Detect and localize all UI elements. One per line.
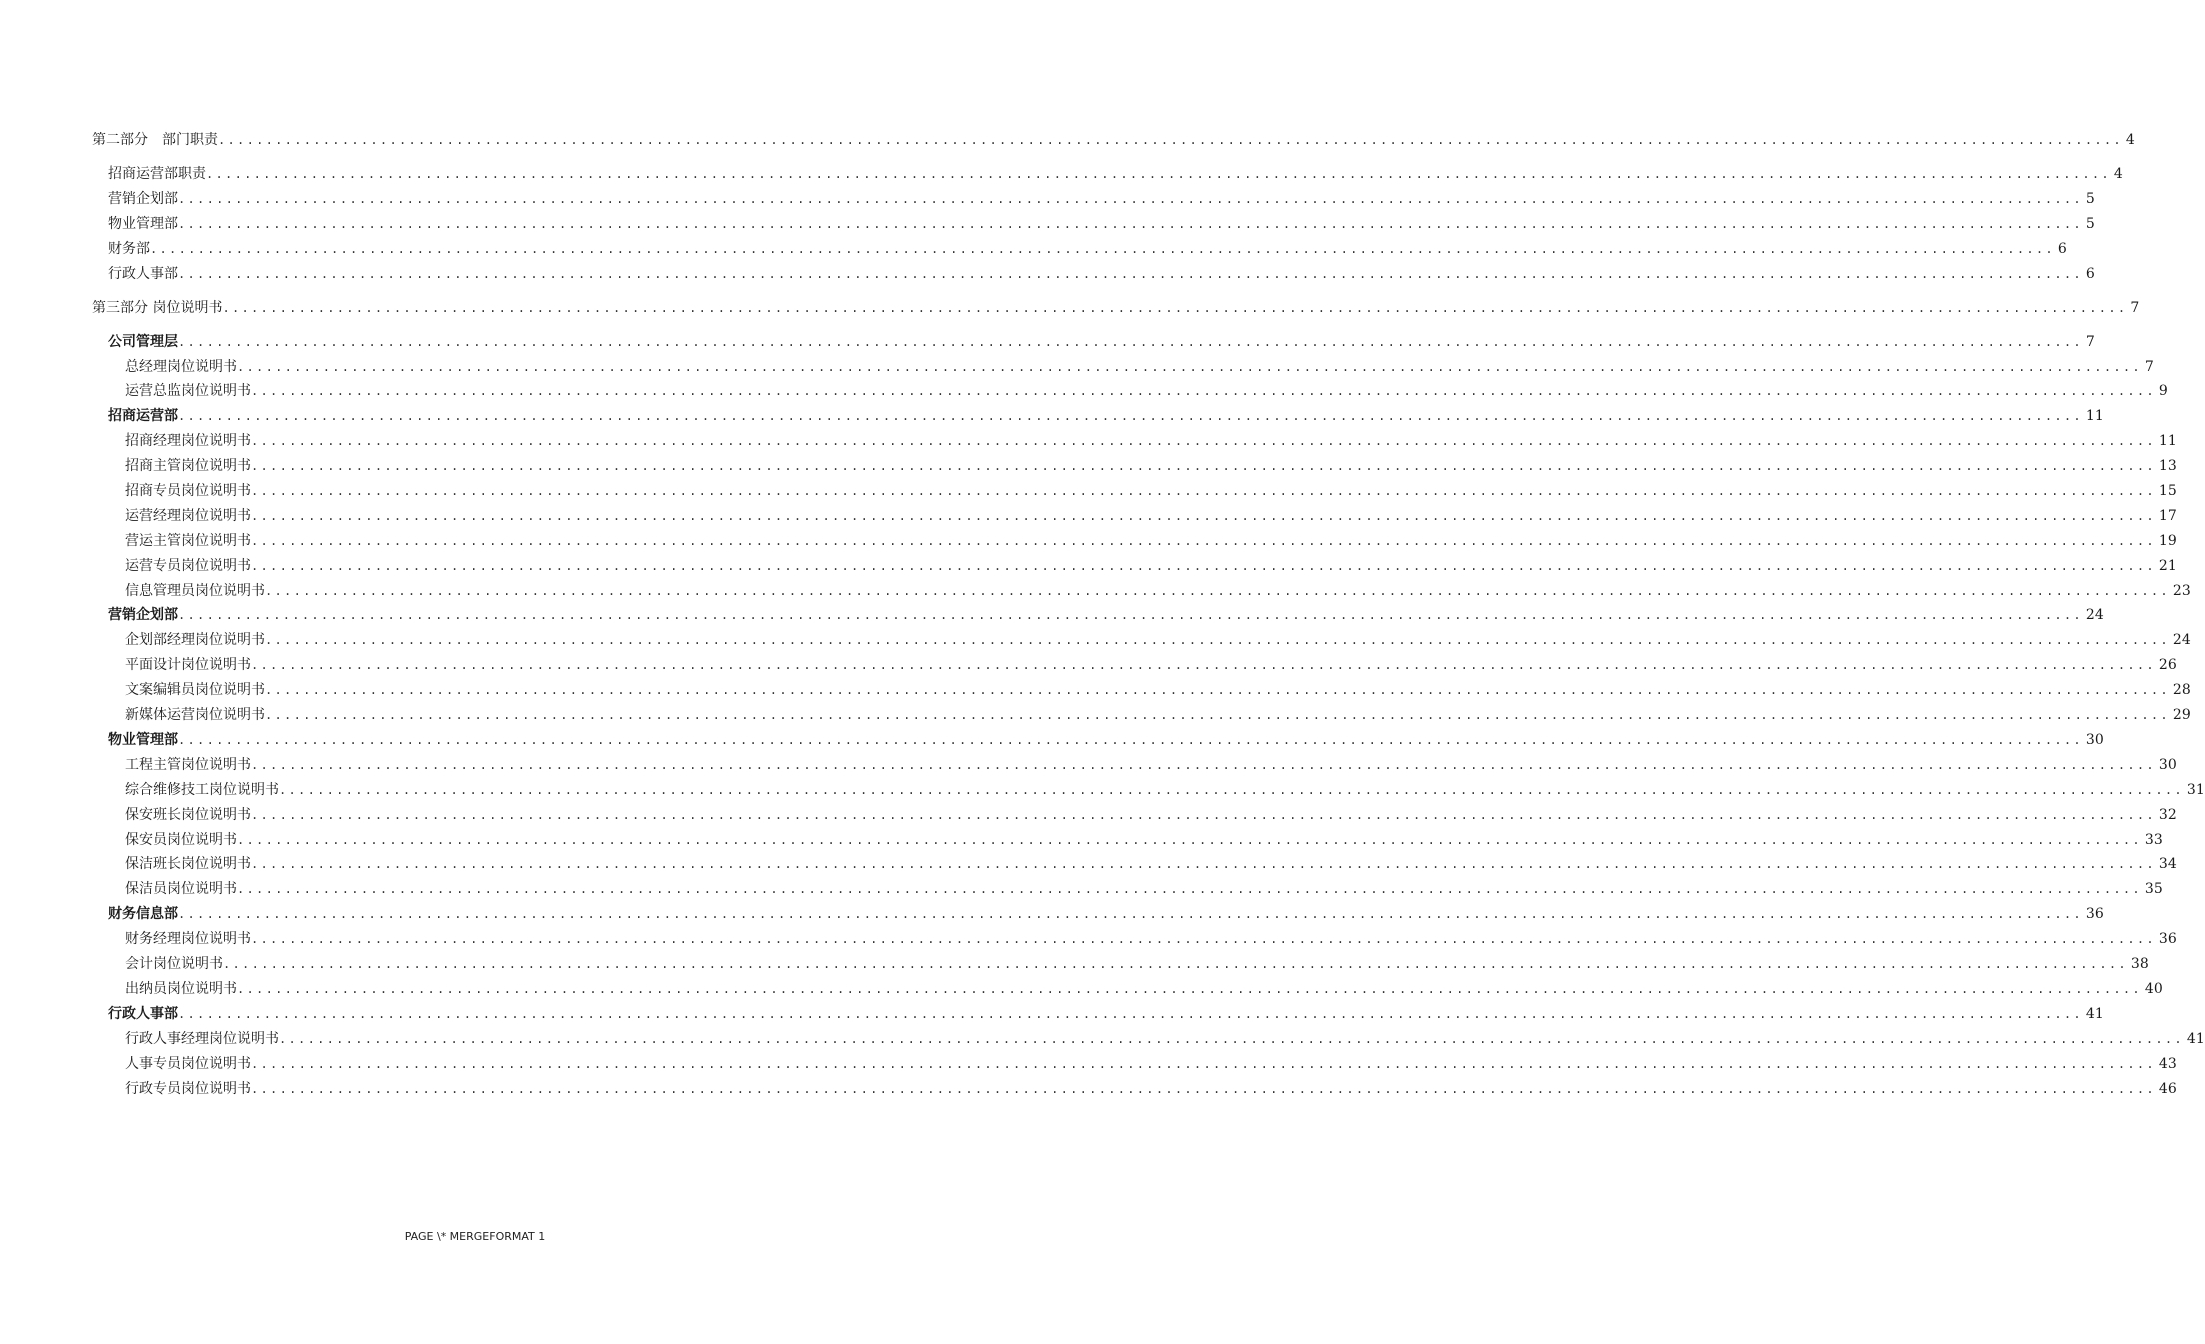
toc-page-number: 34	[2158, 856, 2177, 872]
toc-dot-leader: ........................................................................................................................................................................................................	[251, 484, 2156, 498]
toc-entry[interactable]	[108, 329, 2095, 351]
toc-page-number: 4	[2113, 166, 2123, 182]
toc-entry[interactable]	[108, 261, 2095, 283]
toc-page-number: 13	[2158, 458, 2177, 474]
toc-dot-leader: ........................................................................................................................................................................................................	[237, 833, 2142, 847]
toc-page-number: 7	[2144, 359, 2154, 375]
toc-entry-label: 招商经理岗位说明书	[125, 433, 251, 449]
toc-page-number: 4	[2125, 132, 2135, 148]
toc-entry-label: 招商运营部	[108, 408, 178, 424]
toc-entry-label: 运营专员岗位说明书	[125, 558, 251, 574]
toc-entry[interactable]	[125, 453, 2177, 475]
toc-dot-leader: ........................................................................................................................................................................................................	[265, 708, 2170, 722]
toc-dot-leader: ........................................................................................................................................................................................................	[178, 907, 2083, 921]
toc-entry-label: 招商运营部职责	[108, 166, 206, 182]
toc-dot-leader: ........................................................................................................................................................................................................	[279, 1032, 2184, 1046]
toc-entry[interactable]	[108, 236, 2067, 258]
toc-page-number: 5	[2085, 191, 2095, 207]
toc-entry-label: 人事专员岗位说明书	[125, 1056, 251, 1072]
toc-entry[interactable]	[125, 428, 2177, 450]
toc-entry-label: 平面设计岗位说明书	[125, 657, 251, 673]
toc-page-number: 32	[2158, 807, 2177, 823]
toc-page-number: 36	[2158, 931, 2177, 947]
toc-entry-label: 保洁班长岗位说明书	[125, 856, 251, 872]
toc-entry-label: 财务信息部	[108, 906, 178, 922]
toc-entry-label: 物业管理部	[108, 216, 178, 232]
toc-page-number: 24	[2172, 632, 2191, 648]
toc-page-number: 38	[2130, 956, 2149, 972]
toc-entry-label: 保安班长岗位说明书	[125, 807, 251, 823]
toc-dot-leader: ........................................................................................................................................................................................................	[178, 217, 2083, 231]
toc-dot-leader: ........................................................................................................................................................................................................	[251, 658, 2156, 672]
toc-entry[interactable]	[125, 926, 2177, 948]
toc-page-number: 40	[2144, 981, 2163, 997]
toc-dot-leader: ........................................................................................................................................................................................................	[178, 192, 2083, 206]
toc-entry-label: 招商专员岗位说明书	[125, 483, 251, 499]
toc-dot-leader: ........................................................................................................................................................................................................	[265, 633, 2170, 647]
toc-entry[interactable]	[125, 528, 2177, 550]
toc-entry[interactable]	[125, 354, 2154, 376]
toc-entry-label: 总经理岗位说明书	[125, 359, 237, 375]
toc-page-number: 7	[2130, 300, 2140, 316]
toc-entry-label: 营销企划部	[108, 607, 178, 623]
toc-entry-label: 第三部分 岗位说明书	[92, 300, 223, 316]
toc-page-number: 15	[2158, 483, 2177, 499]
toc-entry[interactable]	[125, 976, 2163, 998]
toc-dot-leader: ........................................................................................................................................................................................................	[251, 1057, 2156, 1071]
toc-page-number: 19	[2158, 533, 2177, 549]
toc-entry-label: 文案编辑员岗位说明书	[125, 682, 265, 698]
toc-entry[interactable]	[108, 161, 2123, 183]
toc-dot-leader: ........................................................................................................................................................................................................	[251, 808, 2156, 822]
toc-page-number: 24	[2085, 607, 2104, 623]
toc-entry-label: 行政人事经理岗位说明书	[125, 1031, 279, 1047]
toc-page-number: 41	[2085, 1006, 2104, 1022]
toc-page-number: 30	[2085, 732, 2104, 748]
toc-page-number: 6	[2057, 241, 2067, 257]
toc-entry[interactable]	[125, 827, 2163, 849]
toc-entry-label: 公司管理层	[108, 334, 178, 350]
toc-dot-leader: ........................................................................................................................................................................................................	[178, 267, 2083, 281]
toc-entry[interactable]	[92, 295, 2140, 317]
toc-entry[interactable]	[125, 1076, 2177, 1098]
toc-entry[interactable]	[108, 602, 2104, 624]
toc-dot-leader: ........................................................................................................................................................................................................	[178, 409, 2083, 423]
toc-entry[interactable]	[108, 211, 2095, 233]
toc-dot-leader: ........................................................................................................................................................................................................	[251, 559, 2156, 573]
toc-entry-label: 物业管理部	[108, 732, 178, 748]
toc-page-number: 21	[2158, 558, 2177, 574]
toc-entry-label: 运营总监岗位说明书	[125, 383, 251, 399]
toc-entry[interactable]	[125, 876, 2163, 898]
toc-entry[interactable]	[125, 1051, 2177, 1073]
toc-page-number: 31	[2186, 782, 2205, 798]
toc-page-number: 28	[2172, 682, 2191, 698]
toc-entry-label: 综合维修技工岗位说明书	[125, 782, 279, 798]
toc-dot-leader: ........................................................................................................................................................................................................	[178, 608, 2083, 622]
toc-page-number: 23	[2172, 583, 2191, 599]
toc-entry-label: 保安员岗位说明书	[125, 832, 237, 848]
toc-dot-leader: ........................................................................................................................................................................................................	[237, 882, 2142, 896]
toc-entry-label: 新媒体运营岗位说明书	[125, 707, 265, 723]
toc-dot-leader: ........................................................................................................................................................................................................	[251, 434, 2156, 448]
toc-page-number: 6	[2085, 266, 2095, 282]
toc-page-number: 43	[2158, 1056, 2177, 1072]
toc-dot-leader: ........................................................................................................................................................................................................	[251, 459, 2156, 473]
toc-page-number: 26	[2158, 657, 2177, 673]
toc-dot-leader: ........................................................................................................................................................................................................	[251, 1082, 2156, 1096]
toc-entry[interactable]	[125, 652, 2177, 674]
toc-entry[interactable]	[125, 851, 2177, 873]
toc-dot-leader: ........................................................................................................................................................................................................	[265, 683, 2170, 697]
toc-dot-leader: ........................................................................................................................................................................................................	[251, 857, 2156, 871]
toc-entry-label: 信息管理员岗位说明书	[125, 583, 265, 599]
toc-entry-label: 营运主管岗位说明书	[125, 533, 251, 549]
toc-dot-leader: ........................................................................................................................................................................................................	[178, 733, 2083, 747]
toc-dot-leader: ........................................................................................................................................................................................................	[237, 360, 2142, 374]
toc-entry-label: 出纳员岗位说明书	[125, 981, 237, 997]
toc-dot-leader: ........................................................................................................................................................................................................	[150, 242, 2055, 256]
toc-entry-label: 会计岗位说明书	[125, 956, 223, 972]
toc-dot-leader: ........................................................................................................................................................................................................	[178, 1007, 2083, 1021]
toc-entry-label: 保洁员岗位说明书	[125, 881, 237, 897]
toc-page-number: 36	[2085, 906, 2104, 922]
toc-entry[interactable]	[108, 901, 2104, 923]
toc-entry[interactable]	[125, 802, 2177, 824]
toc-dot-leader: ........................................................................................................................................................................................................	[265, 584, 2170, 598]
toc-entry[interactable]	[108, 186, 2095, 208]
toc-dot-leader: ........................................................................................................................................................................................................	[237, 982, 2142, 996]
toc-entry[interactable]	[108, 727, 2104, 749]
toc-page-number: 9	[2158, 383, 2168, 399]
toc-entry[interactable]	[125, 578, 2191, 600]
toc-page-number: 41	[2186, 1031, 2205, 1047]
toc-entry[interactable]	[125, 627, 2191, 649]
toc-entry[interactable]	[108, 403, 2104, 425]
toc-entry[interactable]	[125, 702, 2191, 724]
toc-entry[interactable]	[125, 752, 2177, 774]
toc-entry[interactable]	[108, 1001, 2104, 1023]
toc-entry-label: 运营经理岗位说明书	[125, 508, 251, 524]
toc-entry[interactable]	[125, 553, 2177, 575]
toc-entry[interactable]	[125, 951, 2149, 973]
toc-dot-leader: ........................................................................................................................................................................................................	[251, 758, 2156, 772]
toc-entry[interactable]	[125, 378, 2168, 400]
toc-dot-leader: ........................................................................................................................................................................................................	[218, 133, 2123, 147]
toc-entry[interactable]	[125, 777, 2205, 799]
toc-page-number: 30	[2158, 757, 2177, 773]
toc-entry-label: 企划部经理岗位说明书	[125, 632, 265, 648]
toc-page-number: 5	[2085, 216, 2095, 232]
toc-dot-leader: ........................................................................................................................................................................................................	[223, 957, 2128, 971]
page-footer: PAGE \* MERGEFORMAT 1	[404, 1230, 546, 1243]
toc-entry[interactable]	[125, 1026, 2205, 1048]
toc-entry[interactable]	[125, 677, 2191, 699]
toc-entry-label: 行政专员岗位说明书	[125, 1081, 251, 1097]
toc-dot-leader: ........................................................................................................................................................................................................	[251, 534, 2156, 548]
toc-page-number: 29	[2172, 707, 2191, 723]
toc-page-number: 17	[2158, 508, 2177, 524]
toc-page-number: 35	[2144, 881, 2163, 897]
toc-page-number: 46	[2158, 1081, 2177, 1097]
toc-entry-label: 财务经理岗位说明书	[125, 931, 251, 947]
toc-entry[interactable]	[125, 478, 2177, 500]
toc-entry-label: 营销企划部	[108, 191, 178, 207]
toc-entry-label: 工程主管岗位说明书	[125, 757, 251, 773]
toc-dot-leader: ........................................................................................................................................................................................................	[251, 384, 2156, 398]
toc-entry-label: 行政人事部	[108, 266, 178, 282]
toc-entry-label: 行政人事部	[108, 1006, 178, 1022]
toc-page-number: 7	[2085, 334, 2095, 350]
toc-entry-label: 财务部	[108, 241, 150, 257]
toc-page-number: 11	[2085, 408, 2104, 424]
toc-dot-leader: ........................................................................................................................................................................................................	[279, 783, 2184, 797]
toc-dot-leader: ........................................................................................................................................................................................................	[251, 509, 2156, 523]
toc-entry-label: 招商主管岗位说明书	[125, 458, 251, 474]
toc-entry-label: 第二部分 部门职责	[92, 132, 218, 148]
toc-dot-leader: ........................................................................................................................................................................................................	[251, 932, 2156, 946]
toc-page-number: 11	[2158, 433, 2177, 449]
toc-dot-leader: ........................................................................................................................................................................................................	[222, 301, 2128, 315]
toc-dot-leader: ........................................................................................................................................................................................................	[178, 335, 2083, 349]
toc-entry[interactable]	[92, 127, 2135, 149]
toc-page-number: 33	[2144, 832, 2163, 848]
toc-entry[interactable]	[125, 503, 2177, 525]
toc-dot-leader: ........................................................................................................................................................................................................	[206, 167, 2111, 181]
